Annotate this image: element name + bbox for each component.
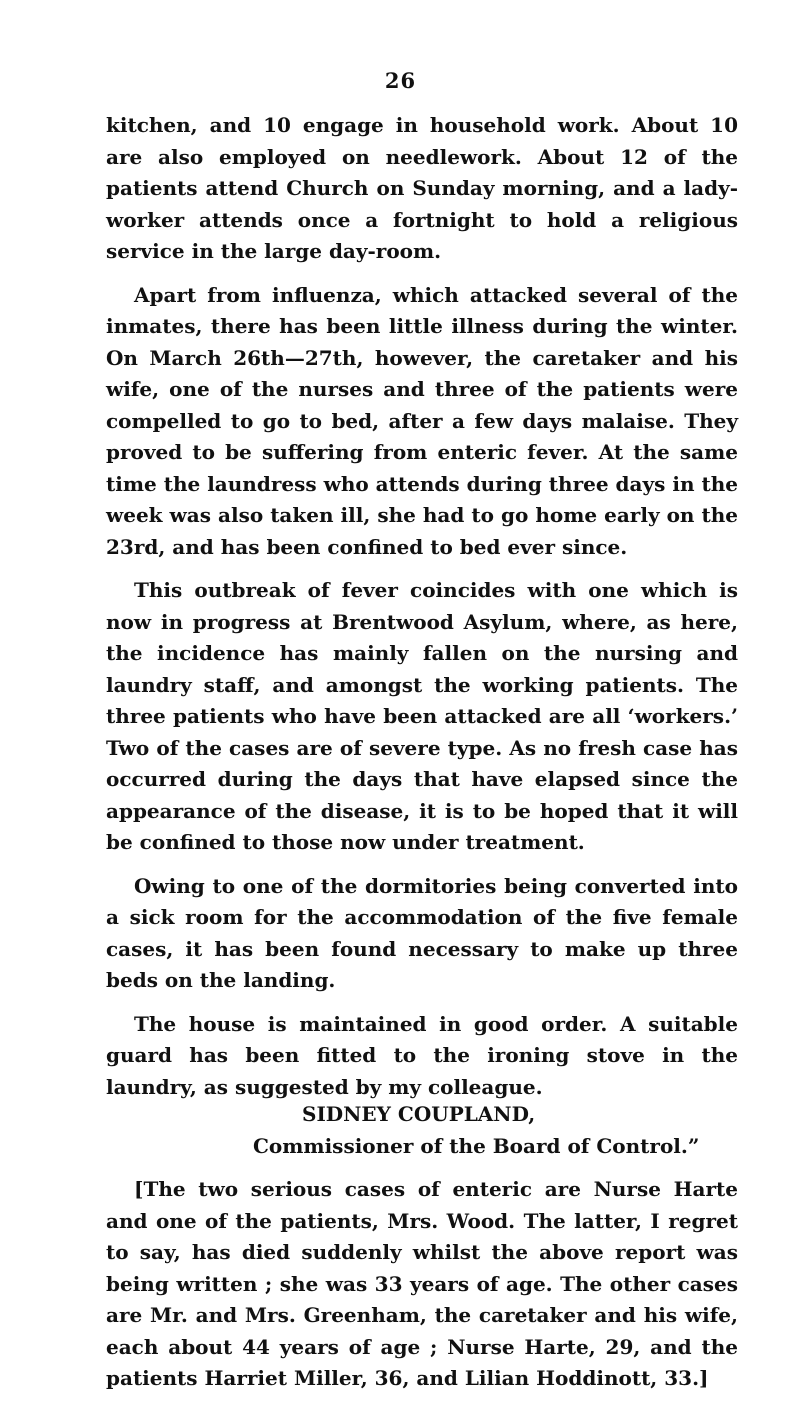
paragraph-1: kitchen, and 10 engage in household work. About 10 are also employed on needlework. About 12 of the patients attend Church on Sunday morning, and a lady-worker attends once a fortnight to hold a religious service in the large day-room.: [106, 113, 738, 263]
paragraph-5: The house is maintained in good order. A suitable guard has been fitted to the ironing stove in the laundry, as suggested by my colleague.: [106, 1011, 738, 1099]
editorial-note: [The two serious cases of enteric are Nurse Harte and one of the patients, Mrs. Wood. The latter, I regret to say, has died suddenly whilst the above report was being written ; she was 33 years of age. The other cases are Mr. and Mrs. Greenham, the caretaker and his wife, each about 44 years of age ; Nurse Harte, 29, and the patients Harriet Miller, 36, and Lilian Hoddinott, 33.]: [106, 1177, 738, 1390]
paragraph-3: This outbreak of fever coincides with one which is now in progress at Brentwood Asylum, where, as here, the incidence has mainly fallen on the nursing and laundry staff, and amongst the working patients. The three patients who have been attacked are all ‘workers.’ Two of the cases are of severe type. As no fresh case has occurred during the days that have elapsed since the appearance of the disease, it is to be hoped that it will be confined to those now under treatment.: [106, 578, 738, 854]
paragraph-4: Owing to one of the dormitories being converted into a sick room for the accommodation of the five female cases, it has been found necessary to make up three beds on the landing.: [106, 873, 738, 992]
paragraph-2: Apart from influenza, which attacked several of the inmates, there has been little illness during the winter. On March 26th—27th, however, the caretaker and his wife, one of the nurses and three of the patients were compelled to go to bed, after a few days malaise. They proved to be suffering from enteric fever. At the same time the laundress who attends during three days in the week was also taken ill, she had to go home early on the 23rd, and has been confined to bed ever since.: [106, 282, 738, 559]
report-body: [106, 110, 738, 1407]
page-number: 26: [384, 68, 417, 93]
signature-title: Commissioner of the Board of Control.”: [253, 1133, 700, 1158]
signature-name: SIDNEY COUPLAND,: [302, 1102, 536, 1126]
